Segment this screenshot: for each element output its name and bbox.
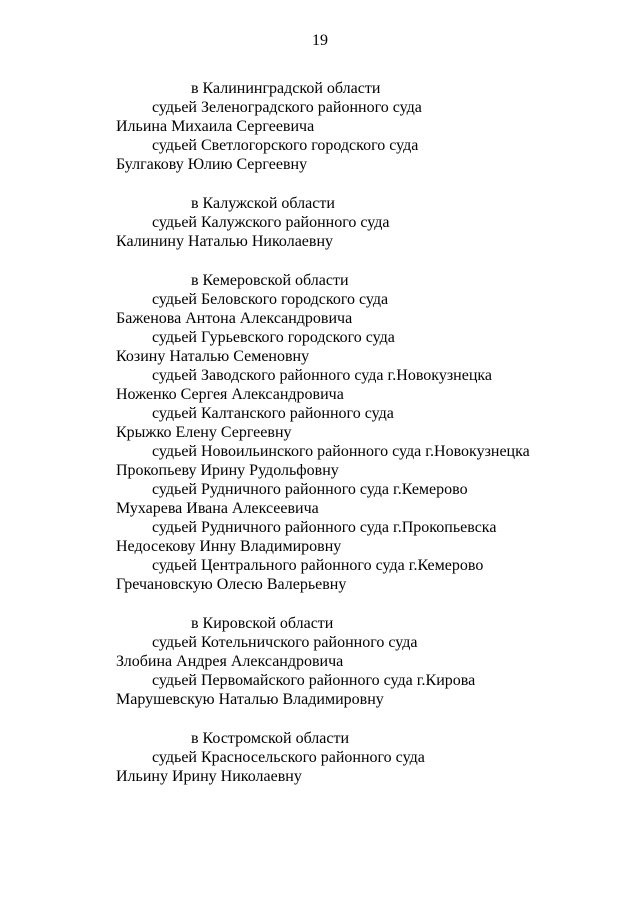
court-position: судьей Зеленоградского районного суда [152, 99, 422, 116]
judge-name: Ноженко Сергея Александровича [116, 386, 344, 403]
judge-name: Прокопьеву Ирину Рудольфовну [116, 462, 339, 479]
court-position: судьей Рудничного районного суда г.Кемерово [152, 481, 468, 498]
judge-name: Баженова Антона Александровича [116, 310, 353, 327]
judge-name: Мухарева Ивана Алексеевича [116, 500, 319, 517]
court-position: судьей Котельничского районного суда [152, 634, 418, 651]
court-position: судьей Калужского районного суда [152, 214, 390, 231]
court-position: судьей Новоильинского районного суда г.Новокузнецка [152, 443, 530, 460]
court-position: судьей Центрального районного суда г.Кемерово [152, 557, 484, 574]
judge-name: Гречановскую Олесю Валерьевну [116, 576, 347, 593]
region-heading: в Костромской области [191, 730, 350, 747]
court-position: судьей Первомайского районного суда г.Кирова [152, 672, 476, 689]
court-position: судьей Калтанского районного суда [152, 405, 394, 422]
court-position: судьей Заводского районного суда г.Новокузнецка [152, 367, 493, 384]
judge-name: Крыжко Елену Сергеевну [116, 424, 292, 441]
judge-name: Булгакову Юлию Сергеевну [116, 156, 308, 173]
region-heading: в Кировской области [191, 615, 334, 632]
court-position: судьей Гурьевского городского суда [152, 329, 395, 346]
court-position: судьей Беловского городского суда [152, 291, 389, 308]
judge-name: Злобина Андрея Александровича [116, 653, 344, 670]
judge-name: Недосекову Инну Владимировну [116, 538, 342, 555]
court-position: судьей Красносельского районного суда [152, 749, 425, 766]
judge-name: Марушевскую Наталью Владимировну [116, 691, 384, 708]
region-heading: в Калининградской области [191, 80, 381, 97]
court-position: судьей Рудничного районного суда г.Прокопьевска [152, 519, 497, 536]
court-position: судьей Светлогорского городского суда [152, 137, 419, 154]
judge-name: Калинину Наталью Николаевну [116, 233, 334, 250]
judge-name: Козину Наталью Семеновну [116, 348, 310, 365]
page-number: 19 [312, 32, 328, 49]
region-heading: в Кемеровской области [191, 272, 349, 289]
judge-name: Ильина Михаила Сергеевича [116, 118, 315, 135]
region-heading: в Калужской области [191, 195, 335, 212]
judge-name: Ильину Ирину Николаевну [116, 768, 302, 785]
